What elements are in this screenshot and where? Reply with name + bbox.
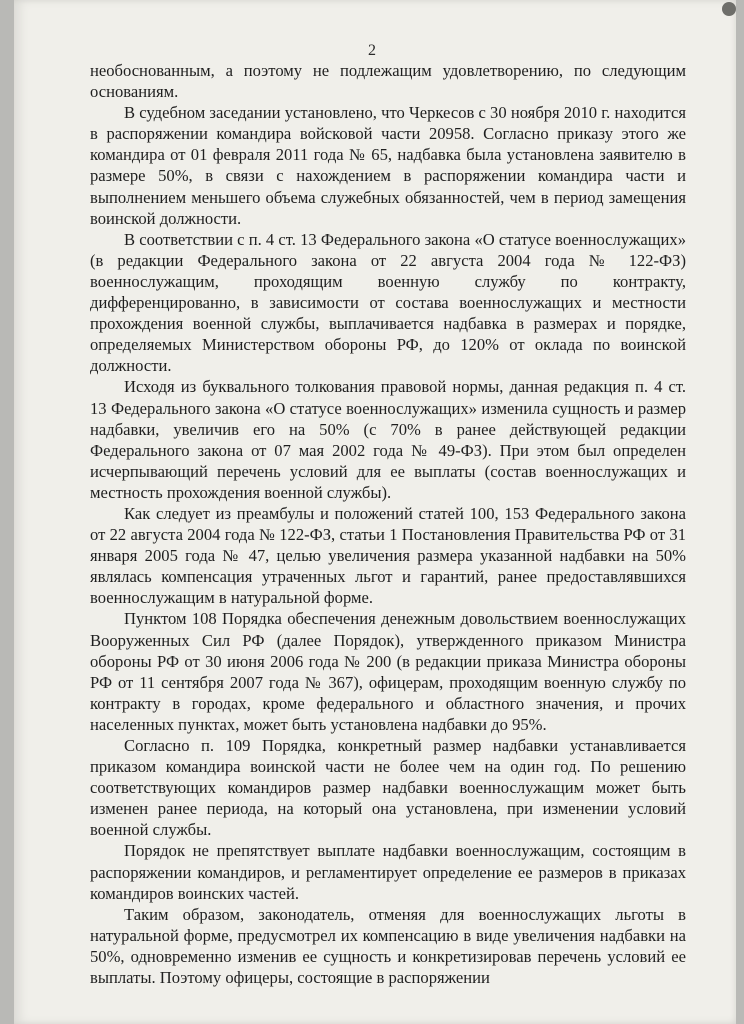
paragraph-8: Порядок не препятствует выплате надбавки военнослужащим, состоящим в распоряжении командиров, и регламентирует определение ее размеров в приказах командиров воинских частей. [90,841,686,903]
paragraph-3: В соответствии с п. 4 ст. 13 Федерального закона «О статусе военнослужащих» (в редакции Федерального закона от 22 августа 2004 года № 122-ФЗ) военнослужащим, проходящим военную службу по контракту, дифференцированно, в зависимости от состава военнослужащих и местности прохождения военной службы, выплачивается надбавка в размерах и порядке, определяемых Министерством обороны РФ, до 120% от оклада по воинской должности. [90,229,686,376]
paragraph-6: Пунктом 108 Порядка обеспечения денежным довольствием военнослужащих Вооруженных Сил РФ (далее Порядок), утвержденного приказом Министра обороны РФ от 30 июня 2006 года № 200 (в редакции приказа Министра обороны РФ от 11 сентября 2007 года № 367), офицерам, проходящим военную службу по контракту в городах, кроме федерального и областного значения, и прочих населенных пунктах, может быть установлена надбавки до 95%. [90,609,686,734]
paragraph-2: В судебном заседании установлено, что Черкесов с 30 ноября 2010 г. находится в распоряжении командира войсковой части 20958. Согласно приказу этого же командира от 01 февраля 2011 года № 65, надбавка была установлена заявителю в размере 50%, в связи с нахождением в распоряжении командира части и выполнением меньшего объема служебных обязанностей, чем в период замещения воинской должности. [90,103,686,228]
paragraph-5: Как следует из преамбулы и положений статей 100, 153 Федерального закона от 22 августа 2004 года № 122-ФЗ, статьи 1 Постановления Правительства РФ от 31 января 2005 года № 47, целью увеличения размера указанной надбавки на 50% являлась компенсация утраченных льгот и гарантий, ранее предоставлявшихся военнослужащим в натуральной форме. [90,503,686,608]
paragraph-4: Исходя из буквального толкования правовой нормы, данная редакция п. 4 ст. 13 Федерального закона «О статусе военнослужащих» изменила сущность и размер надбавки, увеличив его на 50% (с 70% в ранее действующей редакции Федерального закона от 07 мая 2002 года № 49-ФЗ). При этом был определен исчерпывающий перечень условий для ее выплаты (состав военнослужащих и местность прохождения военной службы). [90,377,686,502]
paragraph-7: Согласно п. 109 Порядка, конкретный размер надбавки устанавливается приказом командира воинской части не более чем на один год. По решению соответствующих командиров размер надбавки военнослужащим может быть изменен ранее периода, на который она установлена, при изменении условий военной службы. [90,736,686,840]
page-number: 2 [368,42,376,59]
document-body [90,60,686,988]
paragraph-1: необоснованным, а поэтому не подлежащим удовлетворению, по следующим основаниям. [90,61,686,102]
paragraph-9: Таким образом, законодатель, отменяя для военнослужащих льготы в натуральной форме, предусмотрел их компенсацию в виде увеличения надбавки на 50%, одновременно изменив ее сущность и конкретизировав перечень условий ее выплаты. Поэтому офицеры, состоящие в распоряжении [90,904,686,988]
